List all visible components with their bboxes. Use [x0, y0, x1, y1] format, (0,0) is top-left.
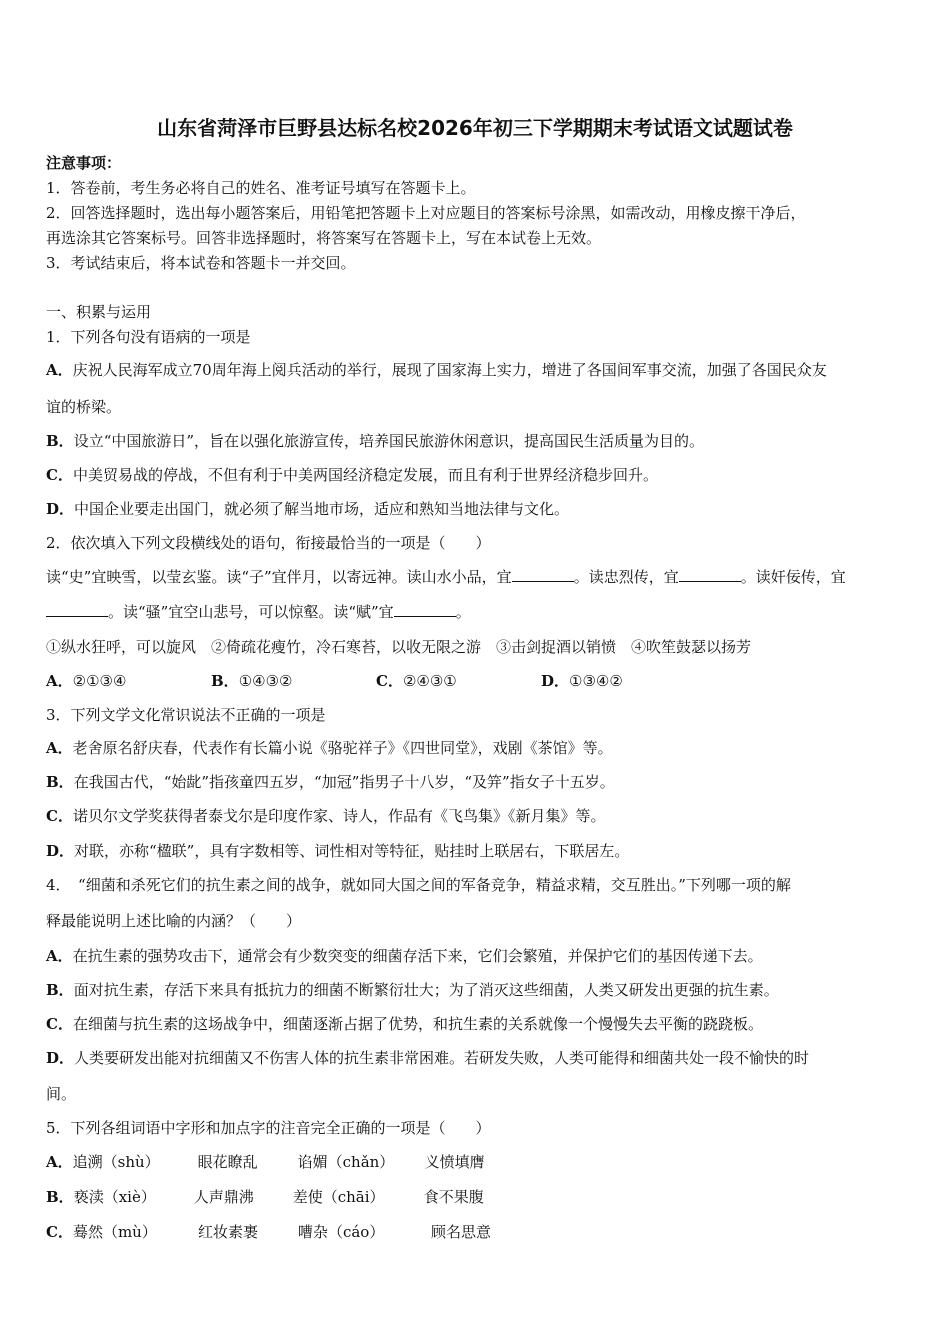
question-2-stem: 2．依次填入下列文段横线处的语句，衔接最恰当的一项是（ ）: [46, 534, 491, 552]
question-5-option-a: A．追溯（shù） 眼花瞭乱 谄媚（chǎn） 义愤填膺: [46, 1153, 485, 1171]
question-2-passage: 读“史”宜映雪，以莹玄鉴。读“子”宜伴月，以寄远神。读山水小品，宜 。读忠烈传，宜 。读奸佞传，宜: [46, 568, 846, 586]
question-2-options: [46, 671, 623, 691]
question-5-option-b: B．亵渎（xiè） 人声鼎沸 差使（chāi） 食不果腹: [46, 1188, 484, 1206]
question-4-stem: 4． “细菌和杀死它们的抗生素之间的战争，就如同大国之间的军备竞争，精益求精，交互胜出。”下列哪一项的解: [46, 876, 791, 894]
question-5-stem: 5．下列各组词语中字形和加点字的注音完全正确的一项是（ ）: [46, 1119, 491, 1137]
answer-blank: [46, 602, 108, 617]
answer-blank: [512, 567, 574, 582]
question-3-option-a: A．老舍原名舒庆春，代表作有长篇小说《骆驼祥子》《四世同堂》，戏剧《茶馆》等。: [46, 739, 613, 757]
answer-blank: [394, 602, 456, 617]
question-5-option-c: C．蓦然（mù） 红妆素裹 嘈杂（cáo） 顾名思意: [46, 1223, 491, 1241]
question-3-option-b: B．在我国古代，“始龀”指孩童四五岁，“加冠”指男子十八岁，“及笄”指女子十五岁。: [46, 773, 615, 791]
question-2-option-c: C．②④③①: [376, 672, 457, 690]
question-4-option-b: B．面对抗生素，存活下来具有抵抗力的细菌不断繁衍壮大；为了消灭这些细菌，人类又研发出更强的抗生素。: [46, 981, 779, 999]
answer-blank: [679, 567, 741, 582]
question-1-option-a-cont: 谊的桥梁。: [46, 398, 122, 416]
notice-item: 1．答卷前，考生务必将自己的姓名、准考证号填写在答题卡上。: [46, 179, 476, 197]
question-1-option-d: D．中国企业要走出国门，就必须了解当地市场，适应和熟知当地法律与文化。: [46, 500, 570, 518]
question-4-stem-cont: 释最能说明上述比喻的内涵？（ ）: [46, 912, 302, 930]
question-3-stem: 3．下列文学文化常识说法不正确的一项是: [46, 706, 326, 724]
notice-item: 再选涂其它答案标号。回答非选择题时，将答案写在答题卡上，写在本试卷上无效。: [46, 229, 602, 247]
question-2-option-b: B．①④③②: [211, 672, 293, 690]
question-2-choices: ①纵水狂呼，可以旋风 ②倚疏花瘦竹，冷石寒苔，以收无限之游 ③击剑捉酒以销愤 ④吹笙鼓瑟以扬芳: [46, 638, 752, 656]
section-heading: 一、积累与运用: [46, 303, 152, 321]
question-2-option-a: A．②①③④: [46, 672, 127, 690]
question-4-option-d-cont: 间。: [46, 1085, 77, 1103]
question-4-option-c: C．在细菌与抗生素的这场战争中，细菌逐渐占据了优势，和抗生素的关系就像一个慢慢失去平衡的跷跷板。: [46, 1015, 763, 1033]
question-1-stem: 1．下列各句没有语病的一项是: [46, 328, 251, 346]
question-3-option-c: C．诺贝尔文学奖获得者泰戈尔是印度作家、诗人，作品有《飞鸟集》《新月集》等。: [46, 807, 606, 825]
notice-item: 2．回答选择题时，选出每小题答案后，用铅笔把答题卡上对应题目的答案标号涂黑，如需改动，用橡皮擦干净后，: [46, 204, 806, 222]
question-1-option-b: B．设立“中国旅游日”，旨在以强化旅游宣传，培养国民旅游休闲意识，提高国民生活质量为目的。: [46, 432, 705, 450]
question-4-option-a: A．在抗生素的强势攻击下，通常会有少数突变的细菌存活下来，它们会繁殖，并保护它们的基因传递下去。: [46, 947, 763, 965]
question-1-option-a: A．庆祝人民海军成立70周年海上阅兵活动的举行，展现了国家海上实力，增进了各国间军事交流，加强了各国民众友: [46, 361, 827, 379]
question-3-option-d: D．对联，亦称“楹联”，具有字数相等、词性相对等特征，贴挂时上联居右，下联居左。: [46, 842, 630, 860]
question-2-passage-cont: 。读“骚”宜空山悲号，可以惊壑。读“赋”宜 。: [46, 602, 471, 622]
notice-heading: 注意事项：: [46, 154, 122, 172]
question-1-option-c: C．中美贸易战的停战，不但有利于中美两国经济稳定发展，而且有利于世界经济稳步回升。: [46, 466, 658, 484]
page-title: 山东省菏泽市巨野县达标名校2026年初三下学期期末考试语文试题试卷: [157, 116, 793, 140]
notice-item: 3．考试结束后，将本试卷和答题卡一并交回。: [46, 254, 356, 272]
question-4-option-d: D．人类要研发出能对抗细菌又不伤害人体的抗生素非常困难。若研发失败，人类可能得和细菌共处一段不愉快的时: [46, 1049, 810, 1067]
question-2-option-d: D．①③④②: [541, 672, 623, 690]
